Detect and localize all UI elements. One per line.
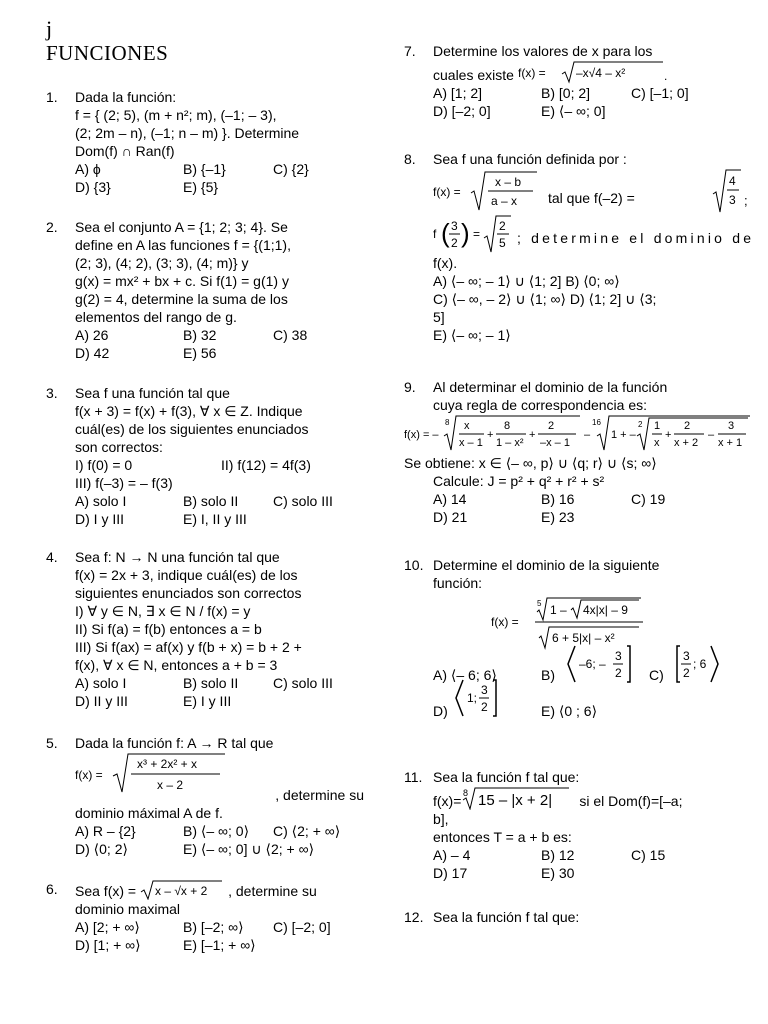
formula-p10 [473,592,768,652]
problem-text: Sea la función f tal que: [433,909,580,925]
option-c: C) solo III [273,675,333,691]
options-row [75,918,364,936]
problem-text: elementos del rango de g. [75,309,237,325]
options-row [433,864,752,882]
problem-text: (2; 3), (4; 2), (3; 3), (4; m)} y [75,255,249,271]
option-a: A) solo I [75,675,127,691]
problem-2 [46,218,364,362]
options-row [75,492,364,510]
option-d-text: 1; [467,691,478,705]
problem-text: II) Si f(a) = f(b) entonces a = b [75,621,262,637]
option-c: C) [–1; 0] [631,85,689,101]
problem-text [75,880,364,900]
problem-text: siguientes enunciados son correctos [75,585,302,601]
problem-text: Sea el conjunto A = {1; 2; 3; 4}. Se [75,219,288,235]
bracket-left [677,646,680,682]
option-b-text: –6; – [579,657,606,671]
option-a: A) [1; 2] [433,85,483,101]
option-d: D) I y III [75,511,124,527]
paren-right: ) [461,218,470,248]
formula-term: 4x|x| – 9 [583,603,628,617]
formula-radicand: x – √x + 2 [155,884,208,898]
option-b: B) solo II [183,493,239,509]
option-a: A) ϕ [75,161,101,177]
formula-term: x + 1 [718,437,743,449]
problem-1 [46,88,364,196]
statement-3: III) f(–3) = – f(3) [75,475,173,491]
problem-3 [46,384,364,528]
option-a: A) R – {2} [75,823,136,839]
problem-text: f(x). [433,255,458,271]
problem-text-pre: cuales existe [433,67,514,83]
option-b: B) 32 [183,327,217,343]
statements-row [75,456,364,474]
problem-text: Dom(f) ∩ Ran(f) [75,143,175,159]
problem-6 [46,880,364,954]
problem-result: Se obtiene: x ∈ ⟨– ∞, p⟩ ∪ ⟨q; r⟩ ∪ ⟨s; ∞⟩ [404,455,657,471]
options-row [75,936,364,954]
problem-text: Dada la función: [75,89,177,105]
formula-radicand: –x√4 – x² [575,66,626,80]
option-b: B) [541,667,555,683]
radical-index: 8 [463,788,469,798]
formula-eq: = [473,227,481,241]
option-a: A) ⟨– 6; 6⟩ [433,667,497,683]
option-c: C) [–2; 0] [273,919,331,935]
option-a: A) [2; + ∞⟩ [75,919,140,935]
problem-text: (2; 2m – n), (–1; n – m) }. Determine [75,125,300,141]
formula-term: x [654,437,660,449]
problem-text: Sea f una función definida por : [433,151,627,167]
option-c-text: ; 6 [693,657,707,671]
formula-term: 2 [684,420,691,432]
problem-number: 2. [46,219,58,235]
problem-number: 7. [404,43,416,59]
problem-number: 11. [404,769,423,785]
problem-text: entonces T = a + b es: [433,829,572,845]
option-b: B) solo II [183,675,239,691]
option-c: C) {2} [273,161,309,177]
formula-numerator: x³ + 2x² + x [137,757,198,771]
problem-text: Dada la función f: A → R tal que [75,735,274,751]
problem-text: Sea la función f tal que: [433,769,580,785]
formula-fx: f(x) = [433,185,461,199]
formula-term: + [487,429,494,441]
formula-term: x – 1 [459,437,483,449]
problem-text: I) ∀ y ∈ N, ∃ x ∈ N / f(x) = y [75,603,251,619]
problem-text: cuál(es) de los siguientes enunciados [75,421,309,437]
formula-p8 [433,168,753,254]
formula-term: 1 + – [611,429,636,441]
option-line: E) ⟨– ∞; – 1⟩ [433,327,511,343]
formula-end: . [663,69,668,83]
problem-text: III) Si f(ax) = af(x) y f(b + x) = b + 2 + [75,639,302,655]
option-c: C) 15 [631,847,666,863]
formula-term: – [584,429,591,441]
problem-text: f(x), ∀ x ∈ N, entonces a + b = 3 [75,657,278,673]
problem-number: 8. [404,151,416,167]
option-e: E) 30 [541,865,575,881]
problem-text-post: si el Dom(f)=[–a; [579,793,683,809]
formula-p9 [404,414,752,454]
problem-9 [404,378,752,526]
formula-tail: ; determine el dominio de [517,230,751,246]
formula-numerator: x – b [495,175,522,189]
formula-p7 [518,60,668,84]
paren-left: ( [441,218,450,248]
formula-term: 1 – [550,603,567,617]
problem-text: Determine el dominio de la siguiente [433,557,660,573]
options-row [75,840,364,858]
formula-mid: tal que f(–2) = [548,190,635,206]
problem-text: Sea f: N → N una función tal que [75,549,280,565]
formula-term: 6 + 5|x| – x² [552,631,615,645]
option-d: D) 17 [433,865,468,881]
bracket-left [456,680,463,716]
option-b-value [567,644,647,684]
problem-8 [404,150,752,344]
formula-p6 [140,880,224,900]
formula-denominator: a – x [491,194,518,208]
option-b: B) {–1} [183,161,226,177]
options-row [433,102,752,120]
formula-denominator: 2 [451,236,458,250]
problem-5 [46,734,364,858]
options-row [433,490,752,508]
option-c-value [675,644,745,684]
bracket-right [711,646,718,682]
problem-text: Al determinar el dominio de la función [433,379,668,395]
option-e: E) I, II y III [183,511,247,527]
option-d: D) [1; + ∞⟩ [75,937,141,953]
option-e: E) [–1; + ∞⟩ [183,937,256,953]
problem-text-pre: Sea f(x) = [75,883,137,899]
radical-index: 16 [592,418,601,427]
formula-fx: f(x) = [517,66,546,80]
problem-4 [46,548,364,710]
option-e: E) ⟨0 ; 6⟩ [541,703,598,719]
options-row [75,178,364,196]
page-title: FUNCIONES [46,41,169,65]
option-d: D) II y III [75,693,128,709]
problem-text [433,786,752,810]
option-c: C) 38 [273,327,308,343]
option-a: A) 14 [433,491,467,507]
option-d: D) 42 [75,345,110,361]
option-c: C) ⟨2; + ∞⟩ [273,823,341,839]
options-row [433,846,752,864]
problem-text: dominio máximal A de f. [75,805,223,821]
option-d: D) 21 [433,509,468,525]
problem-number: 9. [404,379,416,395]
formula-numerator: 3 [683,649,690,663]
option-d: D) {3} [75,179,111,195]
option-e: E) I y III [183,693,232,709]
problem-text: cuya regla de correspondencia es: [433,397,648,413]
radical-index: 8 [445,418,450,427]
formula-term: 8 [504,420,511,432]
options-row [75,674,364,692]
options-row [75,160,364,178]
formula-numerator: 3 [451,219,458,233]
formula-term: 1 – x² [496,437,524,449]
formula-fx: f(x) = [491,615,519,629]
formula-denominator: x – 2 [157,778,184,792]
option-d-value [455,678,511,718]
problem-11 [404,768,752,882]
formula-term: + [665,429,672,441]
problem-text: Sea f una función tal que [75,385,230,401]
options-row [75,822,364,840]
options-row [433,508,752,526]
options-row [75,326,364,344]
formula-numerator: 3 [481,683,488,697]
problem-number: 12. [404,909,424,925]
option-b: B) 16 [541,491,575,507]
option-e: E) {5} [183,179,219,195]
problem-text: g(2) = 4, determine la suma de los [75,291,288,307]
formula-term: –x – 1 [540,437,570,449]
option-b: B) 12 [541,847,575,863]
option-a: A) 26 [75,327,109,343]
formula-semicolon: ; [744,193,748,208]
formula-numerator: 3 [615,649,622,663]
option-e: E) 23 [541,509,575,525]
problem-text: Determine los valores de x para los [433,43,653,59]
problem-text-post: , determine su [228,883,317,899]
problem-7 [404,42,752,120]
formula-f: f [433,227,437,241]
bracket-left [568,646,575,682]
formula-radicand: 15 – |x + 2| [478,792,553,809]
option-e: E) 56 [183,345,217,361]
option-line: C) ⟨– ∞, – 2⟩ ∪ ⟨1; ∞⟩ D) ⟨1; 2] ∪ ⟨3; [433,291,657,307]
problem-text [433,60,752,84]
formula-fx: f(x) = – [404,429,439,441]
formula-term: + [529,429,536,441]
radical-index: 5 [537,599,542,608]
option-c: C) solo III [273,493,333,509]
problem-text: son correctos: [75,439,163,455]
option-d: D) [433,703,448,719]
problem-text: b], [433,811,449,827]
option-e: E) ⟨– ∞; 0] ∪ ⟨2; + ∞⟩ [183,841,315,857]
problem-number: 6. [46,881,58,897]
option-b: B) [0; 2] [541,85,591,101]
option-b: B) [–2; ∞⟩ [183,919,244,935]
problem-number: 10. [404,557,424,573]
option-d: D) ⟨0; 2⟩ [75,841,128,857]
statement-2: II) f(12) = 4f(3) [221,457,311,473]
formula-term: – [708,429,715,441]
problem-10 [404,556,752,732]
problem-text: función: [433,575,483,591]
option-d: D) [–2; 0] [433,103,491,119]
formula-term: 2 [548,420,555,432]
formula-term: x + 2 [674,437,699,449]
problem-text: f = { (2; 5), (m + n²; m), (–1; – 3), [75,107,277,123]
radical-index: 2 [638,420,643,429]
formula-term: 1 [654,420,661,432]
formula-denominator: 2 [683,666,690,680]
formula-denominator: 2 [615,666,622,680]
options-row [75,344,364,362]
problem-text: f(x) = 2x + 3, indique cuál(es) de los [75,567,298,583]
option-e: E) ⟨– ∞; 0] [541,103,606,119]
option-line: 5] [433,309,445,325]
problem-calc: Calcule: J = p² + q² + r² + s² [433,473,605,489]
option-c: C) 19 [631,491,666,507]
radical-sign [713,170,741,212]
options-row [75,510,364,528]
problem-text: define en A las funciones f = {(1;1), [75,237,291,253]
formula-denominator: 3 [729,193,736,207]
problem-number: 1. [46,89,58,105]
problem-text: dominio maximal [75,901,181,917]
problem-text: g(x) = mx² + bx + c. Si f(1) = g(1) y [75,273,289,289]
problem-number: 4. [46,549,58,565]
formula-p11 [461,786,573,810]
problem-text: f(x + 3) = f(x) + f(3), ∀ x ∈ Z. Indique [75,403,303,419]
option-a: A) solo I [75,493,127,509]
formula-denominator: 2 [481,700,488,714]
option-a: A) – 4 [433,847,471,863]
formula-term: 3 [728,420,735,432]
problem-number: 3. [46,385,58,401]
option-b: B) ⟨– ∞; 0⟩ [183,823,250,839]
option-c: C) [649,667,664,683]
header-letter: j [46,16,53,41]
problem-number: 5. [46,735,58,751]
formula-numerator: 4 [729,174,736,188]
options-row [433,84,752,102]
formula-fx: f(x) = [75,768,103,782]
bracket-right [493,680,496,716]
bracket-right [627,646,630,682]
formula-denominator: 5 [499,236,506,250]
statement-1: I) f(0) = 0 [75,457,133,473]
formula-numerator: 2 [499,219,506,233]
formula-term: x [464,420,470,432]
problem-text: , determine su [275,787,364,803]
formula-fx: f(x)= [433,793,462,809]
problem-12 [404,908,752,926]
options-p10 [433,649,752,732]
option-line: A) ⟨– ∞; – 1⟩ ∪ ⟨1; 2] B) ⟨0; ∞⟩ [433,273,620,289]
options-row [75,692,364,710]
